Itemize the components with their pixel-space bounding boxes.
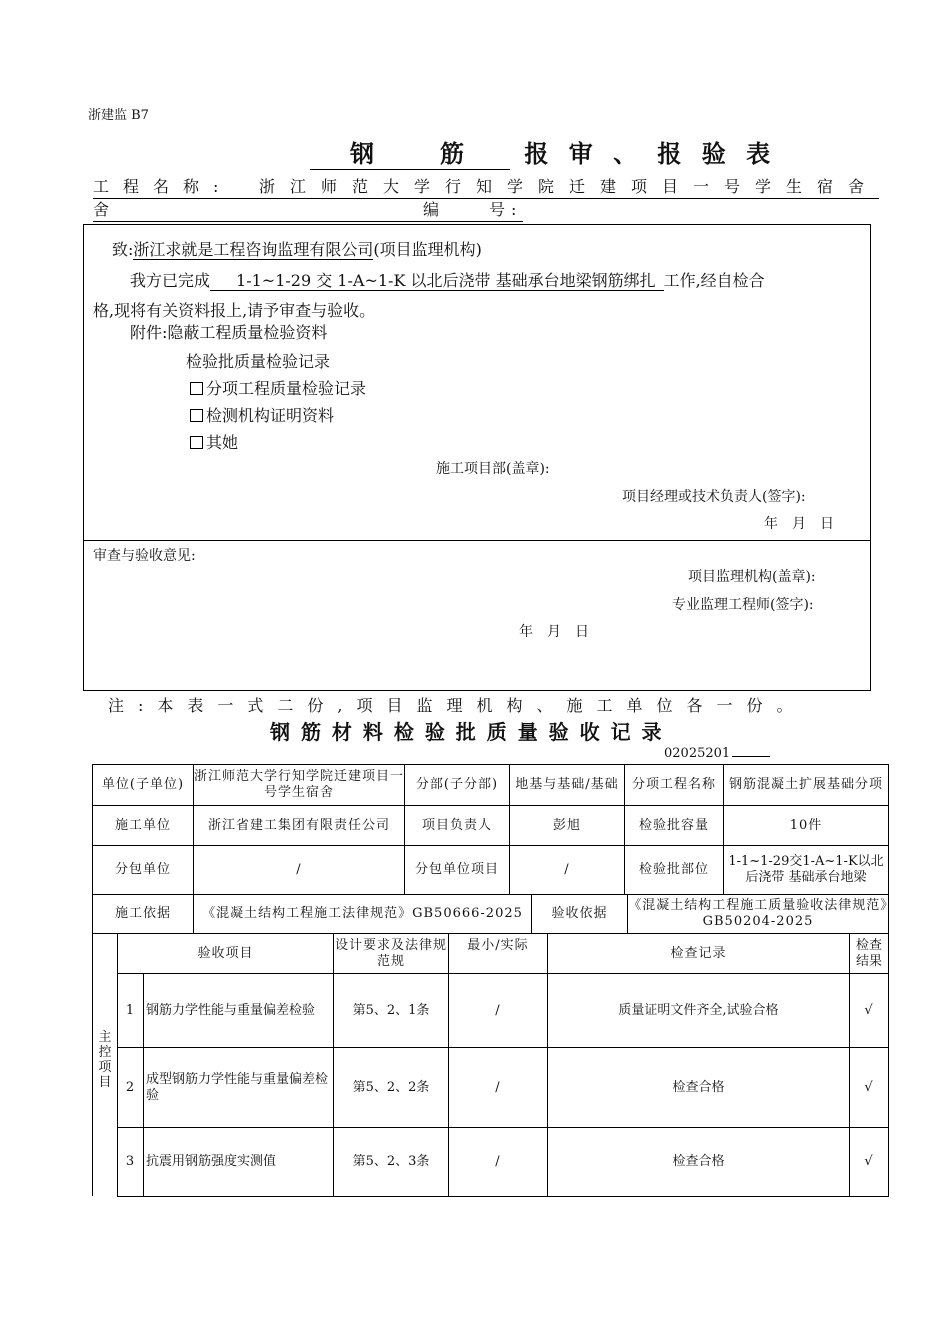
contractor-label: 施工单位 [92, 805, 194, 846]
item-clause: 第5、2、3条 [333, 1127, 449, 1197]
project-name: 浙江师范大学行知学院迁建项目一号学生宿舍 [258, 177, 879, 196]
checkbox-icon[interactable] [190, 382, 203, 395]
capacity-label: 检验批容量 [624, 805, 724, 846]
report-date: 年 月 日 [764, 516, 834, 532]
subitem-label: 分项工程名称 [624, 764, 724, 806]
sub-value: / [193, 845, 405, 895]
attachment-item-0: 检验批质量检验记录 [186, 352, 331, 371]
unit-label: 单位(子单位) [92, 764, 194, 806]
item-no: 1 [117, 973, 144, 1048]
item-name: 抗震用钢筋强度实测值 [143, 1127, 334, 1197]
item-record: 检查合格 [547, 1047, 850, 1128]
division-label: 分部(子分部) [404, 764, 510, 806]
attachment-item-2: 检测机构证明资料 [190, 403, 334, 426]
review-date: 年 月 日 [519, 624, 589, 640]
item-no: 2 [117, 1047, 144, 1128]
record-code: 02025201 [664, 746, 770, 761]
item-record: 质量证明文件齐全,试验合格 [547, 973, 850, 1048]
to-org: 浙江求就是工程咨询监理有限公司 [133, 240, 374, 259]
contractor-value: 浙江省建工集团有限责任公司 [193, 805, 405, 846]
accept-basis-label: 验收依据 [531, 894, 628, 934]
note: 注:本表一式二份,项目监理机构、施工单位各一份。 [108, 696, 807, 715]
project-name-row [93, 176, 879, 199]
sub-leader-value: / [509, 845, 625, 895]
form-title [310, 134, 776, 170]
basis-label: 施工依据 [92, 894, 194, 934]
part-value: 1-1~1-29交1-A~1-K以北后浇带 基础承台地梁 [723, 845, 889, 895]
item-sample: / [448, 1047, 548, 1128]
report-divider [83, 540, 871, 541]
to-suffix: (项目监理机构) [373, 240, 482, 259]
item-name: 钢筋力学性能与重量偏差检验 [143, 973, 334, 1048]
report-completed [130, 268, 765, 291]
to-prefix: 致: [112, 240, 134, 259]
leader-label: 项目负责人 [404, 805, 510, 846]
contractor-seal: 施工项目部(盖章): [436, 461, 550, 477]
header-sample: 最小/实际 [448, 933, 548, 974]
item-record: 检查合格 [547, 1127, 850, 1197]
attachment-item-1: 分项工程质量检验记录 [190, 376, 366, 399]
header-result: 检查结果 [849, 933, 889, 974]
project-line [93, 176, 879, 222]
item-clause: 第5、2、1条 [333, 973, 449, 1048]
header-record: 检查记录 [547, 933, 850, 974]
item-sample: / [448, 1127, 548, 1197]
title-part1: 钢 筋 [310, 134, 510, 170]
basis-value: 《混凝土结构工程施工法律规范》GB50666-2025 [193, 894, 532, 934]
completed-line2: 格,现将有关资料报上,请予审查与验收。 [93, 301, 376, 320]
item-sample: / [448, 973, 548, 1048]
completed-suffix: 工作,经自检合 [663, 271, 765, 290]
manager-sign: 项目经理或技术负责人(签字): [622, 489, 806, 505]
checkbox-icon[interactable] [190, 436, 203, 449]
item-no: 3 [117, 1127, 144, 1197]
accept-basis-value: 《混凝土结构工程施工质量验收法律规范》GB50204-2025 [627, 894, 889, 934]
completed-prefix: 我方已完成 [130, 271, 211, 290]
sub-leader-label: 分包单位项目 [404, 845, 510, 895]
form-code: 浙建监 B7 [88, 108, 149, 123]
unit-value: 浙江师范大学行知学院迁建项目一号学生宿舍 [193, 764, 405, 806]
subitem-value: 钢筋混凝土扩展基础分项 [723, 764, 889, 806]
item-result: √ [849, 1047, 889, 1128]
checkbox-icon[interactable] [190, 409, 203, 422]
division-value: 地基与基础/基础 [509, 764, 625, 806]
item-name: 成型钢筋力学性能与重量偏差检验 [143, 1047, 334, 1128]
number-label: 编 号: [423, 199, 523, 222]
header-item: 验收项目 [117, 933, 334, 974]
item-result: √ [849, 1127, 889, 1197]
part-label: 检验批部位 [624, 845, 724, 895]
completed-work: 1-1~1-29 交 1-A~1-K 以北后浇带 基础承台地梁钢筋绑扎 [210, 271, 664, 291]
attachment-item-3: 其她 [190, 430, 238, 453]
capacity-value: 10件 [723, 805, 889, 846]
record-title: 钢 筋 材 料 检 验 批 质 量 验 收 记 录 [270, 720, 664, 744]
attachment-label: 附件:隐蔽工程质量检验资料 [130, 323, 328, 342]
sub-label: 分包单位 [92, 845, 194, 895]
header-design: 设计要求及法律规范规 [333, 933, 449, 974]
engineer-sign: 专业监理工程师(签字): [672, 597, 814, 613]
main-control-label: 主控项目 [98, 1030, 112, 1090]
title-part2: 报 审 、 报 验 表 [524, 139, 777, 168]
review-label: 审查与验收意见: [93, 548, 196, 564]
item-result: √ [849, 973, 889, 1048]
leader-value: 彭旭 [509, 805, 625, 846]
project-label: 工程名称: [93, 177, 233, 196]
supervisor-seal: 项目监理机构(盖章): [688, 569, 816, 585]
report-to [112, 237, 482, 260]
project-number-row: 舍 编 号: [93, 199, 879, 222]
item-clause: 第5、2、2条 [333, 1047, 449, 1128]
